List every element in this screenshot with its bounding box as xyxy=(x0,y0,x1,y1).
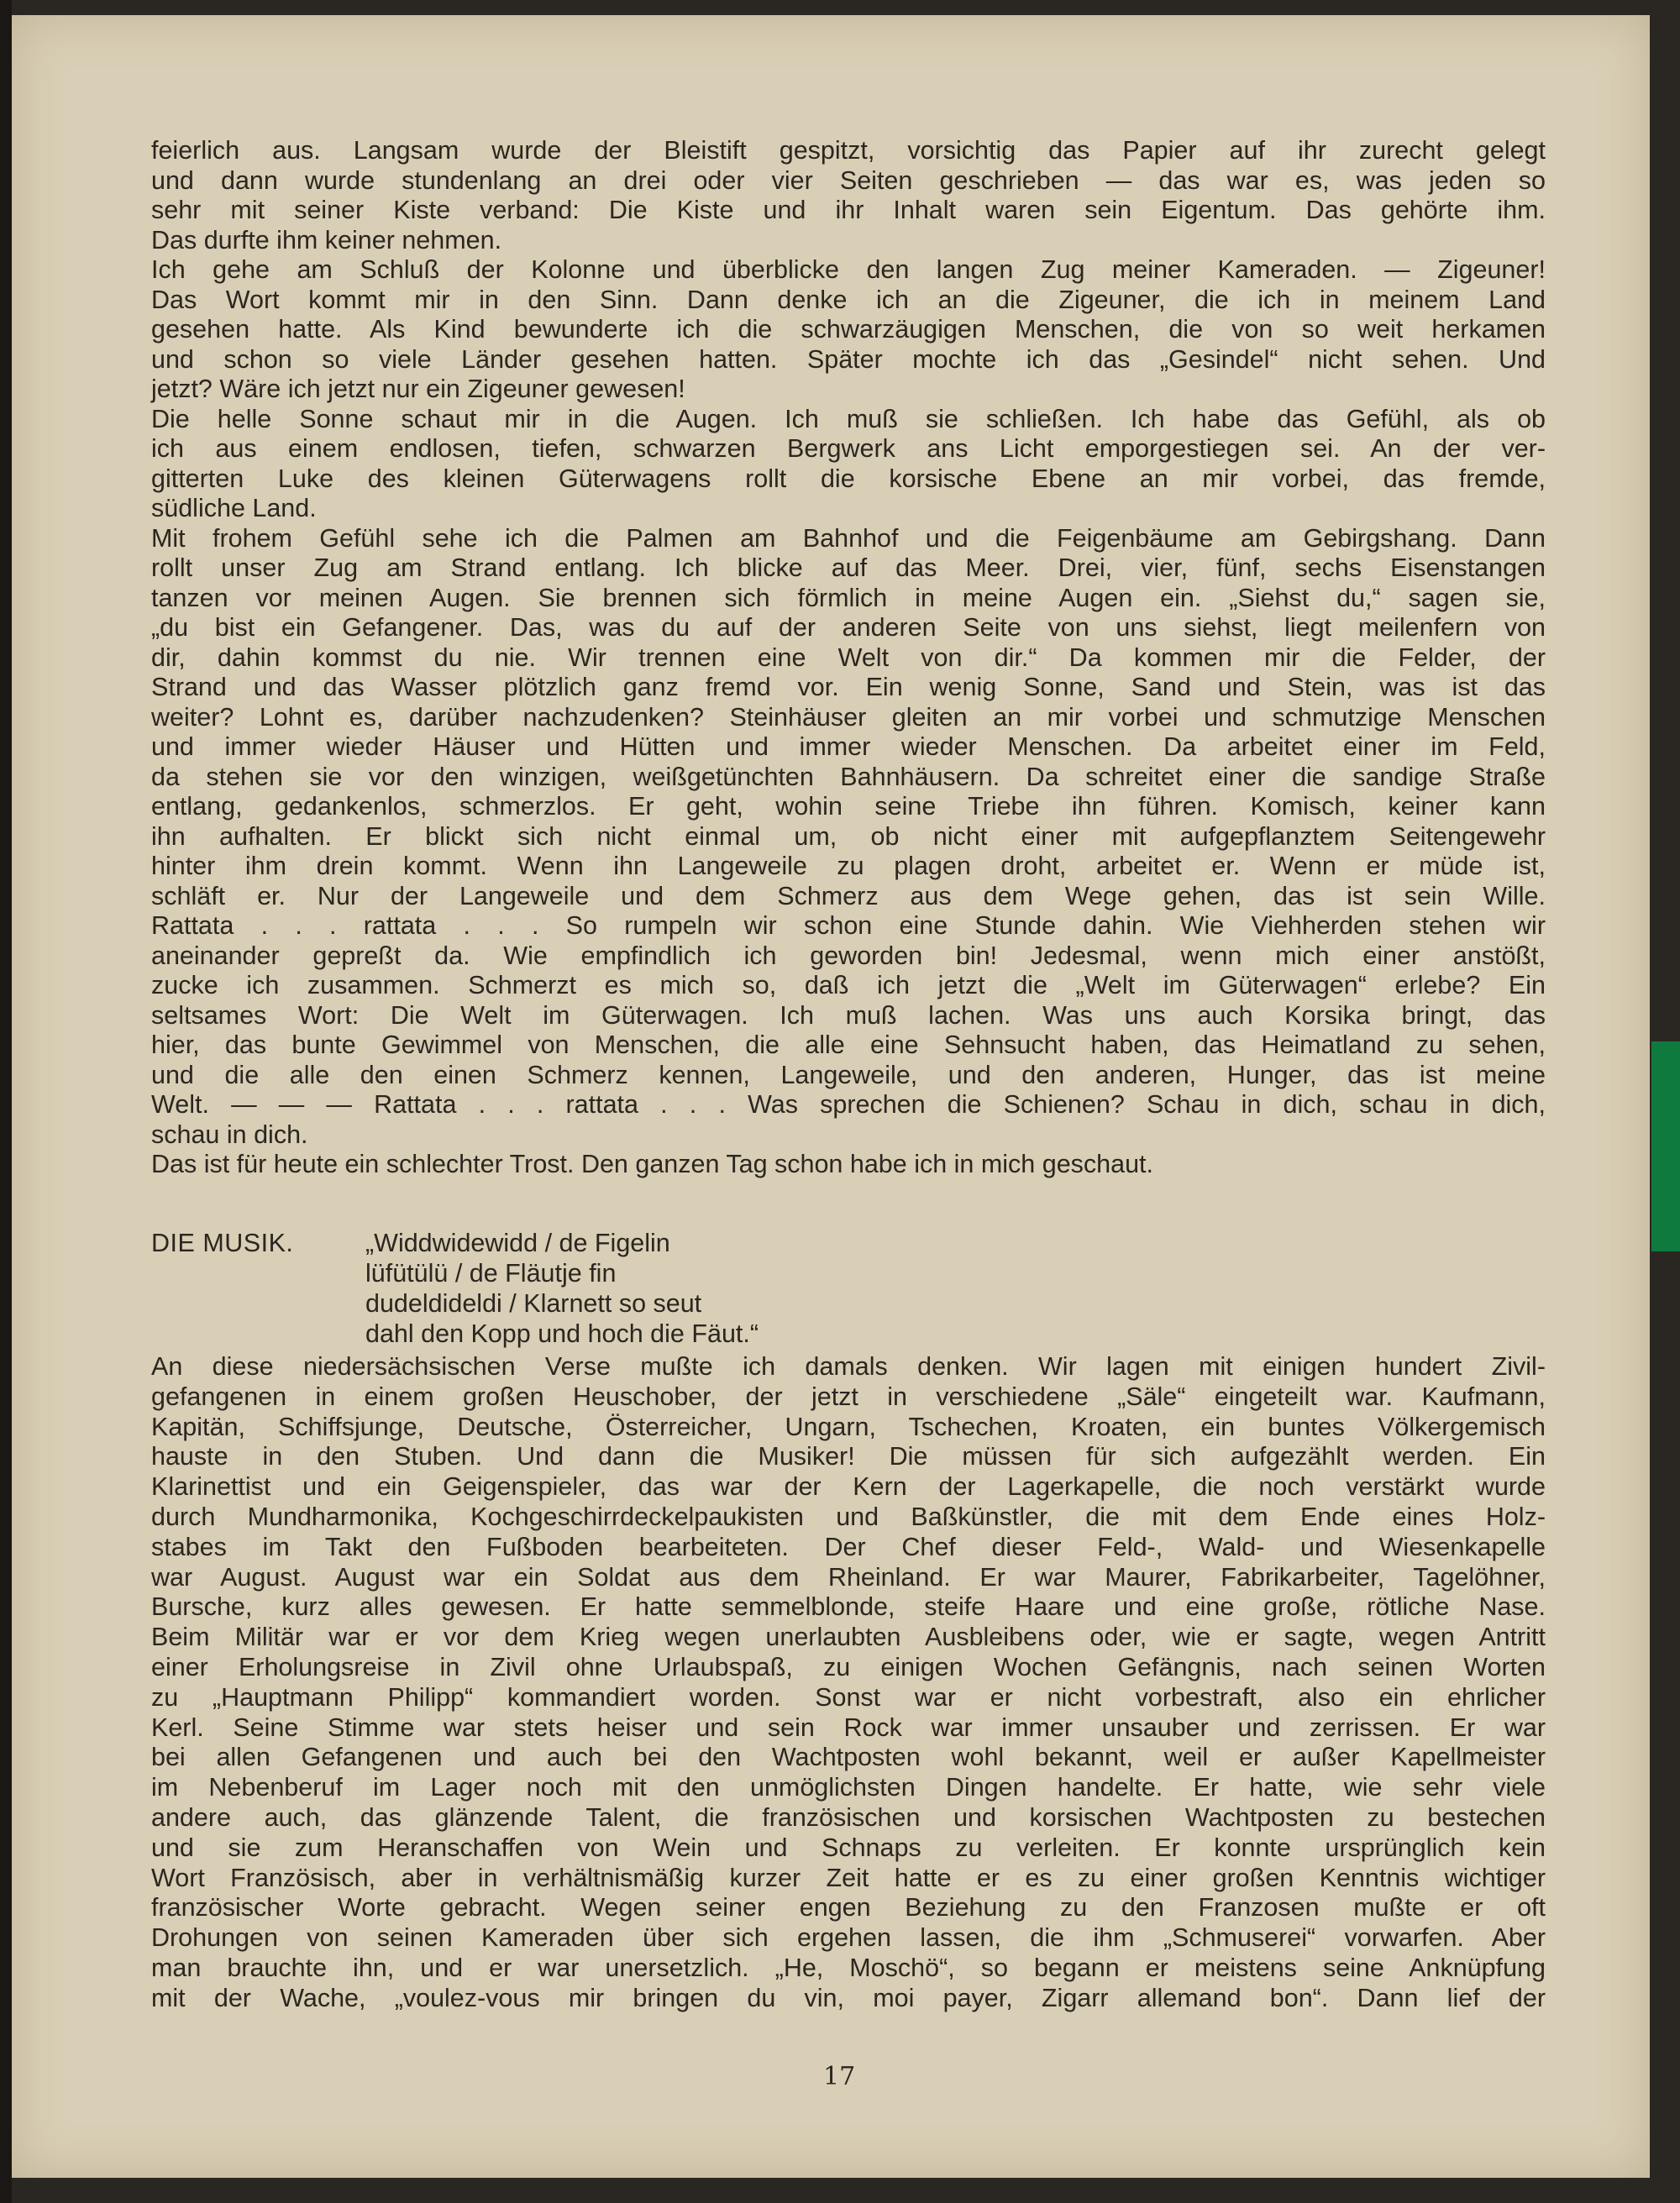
text-line: südliche Land. xyxy=(151,494,317,522)
text-line: zu „Hauptmann Philipp“ kommandiert worden. Sonst war er nicht vorbestraft, also ein ehrlicher xyxy=(151,1682,1546,1712)
poem-line: dahl den Kopp und hoch die Fäut.“ xyxy=(365,1319,759,1348)
text-line: zucke ich zusammen. Schmerzt es mich so, daß ich jetzt die „Welt im Güterwagen“ erlebe? Ein xyxy=(151,971,1546,999)
text-line: seltsames Wort: Die Welt im Güterwagen. Ich muß lachen. Was uns auch Korsika bringt, das xyxy=(151,1000,1546,1030)
text-line: stabes im Takt den Fußboden bearbeiteten. Der Chef dieser Feld-, Wald- und Wiesenkapelle xyxy=(151,1532,1546,1561)
section-heading: DIE MUSIK. xyxy=(151,1229,294,1257)
text-line: mit der Wache, „voulez-vous mir bringen du vin, moi payer, Zigarr allemand bon“. Dann lief der xyxy=(151,1983,1546,2012)
text-line: Das durfte ihm keiner nehmen. xyxy=(151,225,502,254)
text-line: im Nebenberuf im Lager noch mit den unmöglichsten Dingen handelte. Er hatte, wie sehr viele xyxy=(151,1773,1546,1802)
text-line: Strand und das Wasser plötzlich ganz fremd vor. Ein wenig Sonne, Sand und Stein, was ist das xyxy=(151,673,1546,701)
text-line: gitterten Luke des kleinen Güterwagens rollt die korsische Ebene an mir vorbei, das fremde, xyxy=(151,464,1546,493)
text-line: Das ist für heute ein schlechter Trost. Den ganzen Tag schon habe ich in mich geschaut. xyxy=(151,1150,1153,1178)
text-line: Die helle Sonne schaut mir in die Augen. Ich muß sie schließen. Ich habe das Gefühl, als ob xyxy=(151,404,1546,433)
text-line: französischer Worte gebracht. Wegen seiner engen Beziehung zu den Franzosen mußte er oft xyxy=(151,1893,1546,1922)
text-line: und dann wurde stundenlang an drei oder vier Seiten geschrieben — das war es, was jeden so xyxy=(151,165,1546,195)
text-line: schläft er. Nur der Langeweile und dem Schmerz aus dem Wege gehen, das ist sein Wille. xyxy=(151,881,1546,910)
text-line: und schon so viele Länder gesehen hatten. Später mochte ich das „Gesindel“ nicht sehen. Und xyxy=(151,344,1546,374)
text-line: da stehen sie vor den winzigen, weißgetünchten Bahnhäusern. Da schreitet einer die sandige Straße xyxy=(151,762,1546,791)
green-bookmark-tab xyxy=(1651,1041,1680,1251)
text-line: Kapitän, Schiffsjunge, Deutsche, Österreicher, Ungarn, Tschechen, Kroaten, ein buntes Völkergemisch xyxy=(151,1412,1546,1441)
text-line: weiter? Lohnt es, darüber nachzudenken? Steinhäuser gleiten an mir vorbei und schmutzige Menschen xyxy=(151,702,1546,732)
text-line: andere auch, das glänzende Talent, die französischen und korsischen Wachtposten zu bestechen xyxy=(151,1802,1546,1832)
text-line: tanzen vor meinen Augen. Sie brennen sich förmlich in meine Augen ein. „Siehst du,“ sagen sie, xyxy=(151,583,1546,612)
poem-line: „Widdwidewidd / de Figelin xyxy=(365,1229,670,1257)
text-line: gefangenen in einem großen Heuschober, der jetzt in verschiedene „Säle“ eingeteilt war. Kaufmann, xyxy=(151,1382,1546,1411)
text-line: hauste in den Stuben. Und dann die Musiker! Die müssen für sich aufgezählt werden. Ein xyxy=(151,1442,1546,1471)
text-line: Wort Französisch, aber in verhältnismäßig kurzer Zeit hatte er es zu einer großen Kenntnis wichtiger xyxy=(151,1863,1546,1892)
text-line: An diese niedersächsischen Verse mußte ich damals denken. Wir lagen mit einigen hundert Zivil- xyxy=(151,1352,1546,1381)
text-line: entlang, gedankenlos, schmerzlos. Er geht, wohin seine Triebe ihn führen. Komisch, keiner kann xyxy=(151,792,1546,821)
text-line: Klarinettist und ein Geigenspieler, das war der Kern der Lagerkapelle, die noch verstärkt wurde xyxy=(151,1472,1546,1502)
text-line: Welt. — — — Rattata . . . rattata . . . Was sprechen die Schienen? Schau in dich, schau in dich, xyxy=(151,1090,1546,1119)
text-line: Drohungen von seinen Kameraden über sich ergehen lassen, die ihm „Schmuserei“ vorwarfen. Aber xyxy=(151,1923,1546,1953)
text-line: schau in dich. xyxy=(151,1120,308,1149)
text-line: man brauchte ihn, und er war unersetzlich. „He, Moschö“, so begann er meistens seine Anknüpfung xyxy=(151,1953,1546,1982)
text-line: „du bist ein Gefangener. Das, was du auf der anderen Seite von uns siehst, liegt meilenfern von xyxy=(151,613,1546,642)
body-text-part-1 xyxy=(151,136,1546,1180)
poem-verses xyxy=(365,1228,759,1349)
text-line: Kerl. Seine Stimme war stets heiser und sein Rock war immer unsauber und zerrissen. Er war xyxy=(151,1713,1546,1742)
text-line: sehr mit seiner Kiste verband: Die Kiste und ihr Inhalt waren sein Eigentum. Das gehörte ihm. xyxy=(151,196,1546,224)
text-line: hier, das bunte Gewimmel von Menschen, die alle eine Sehnsucht haben, das Heimatland zu sehen, xyxy=(151,1031,1546,1059)
text-line: Ich gehe am Schluß der Kolonne und überblicke den langen Zug meiner Kameraden. — Zigeuner! xyxy=(151,255,1546,284)
text-line: und die alle den einen Schmerz kennen, Langeweile, und den anderen, Hunger, das ist meine xyxy=(151,1060,1546,1089)
text-line: ich aus einem endlosen, tiefen, schwarzen Bergwerk ans Licht emporgestiegen sei. An der ver- xyxy=(151,434,1546,463)
text-line: war August. August war ein Soldat aus dem Rheinland. Er war Maurer, Fabrikarbeiter, Tagelöhner, xyxy=(151,1562,1546,1592)
text-line: rollt unser Zug am Strand entlang. Ich blicke auf das Meer. Drei, vier, fünf, sechs Eisenstangen xyxy=(151,553,1546,582)
text-line: hinter ihm drein kommt. Wenn ihn Langeweile zu plagen droht, arbeitet er. Wenn er müde ist, xyxy=(151,852,1546,880)
text-line: feierlich aus. Langsam wurde der Bleistift gespitzt, vorsichtig das Papier auf ihr zurecht gelegt xyxy=(151,136,1546,165)
text-line: Mit frohem Gefühl sehe ich die Palmen am Bahnhof und die Feigenbäume am Gebirgshang. Dann xyxy=(151,523,1546,553)
text-line: Beim Militär war er vor dem Krieg wegen unerlaubten Ausbleibens oder, wie er sagte, wegen Antritt xyxy=(151,1623,1546,1652)
text-line: gesehen hatte. Als Kind bewunderte ich die schwarzäugigen Menschen, die von so weit herkamen xyxy=(151,315,1546,344)
body-text-part-2 xyxy=(151,1352,1546,2014)
text-line: Rattata . . . rattata . . . So rumpeln wir schon eine Stunde dahin. Wie Viehherden stehen wir xyxy=(151,911,1546,940)
text-line: einer Erholungsreise in Zivil ohne Urlaubspaß, zu einigen Wochen Gefängnis, nach seinen Worten xyxy=(151,1652,1546,1681)
text-line: jetzt? Wäre ich jetzt nur ein Zigeuner gewesen! xyxy=(151,375,685,403)
poem-line: dudeldideldi / Klarnett so seut xyxy=(365,1289,702,1318)
text-line: aneinander gepreßt da. Wie empfindlich ich geworden bin! Jedesmal, wenn mich einer anstößt, xyxy=(151,941,1546,970)
poem-line: lüfütülü / de Fläutje fin xyxy=(365,1259,617,1288)
page-number: 17 xyxy=(823,2062,856,2091)
book-spine xyxy=(0,0,12,2203)
text-line: Bursche, kurz alles gewesen. Er hatte semmelblonde, steife Haare und eine große, rötliche Nase. xyxy=(151,1592,1546,1622)
text-line: und immer wieder Häuser und Hütten und immer wieder Menschen. Da arbeitet einer im Feld, xyxy=(151,732,1546,761)
text-line: dir, dahin kommst du nie. Wir trennen eine Welt von dir.“ Da kommen mir die Felder, der xyxy=(151,643,1546,672)
text-line: bei allen Gefangenen und auch bei den Wachtposten wohl bekannt, weil er außer Kapellmeister xyxy=(151,1743,1546,1772)
text-line: ihn aufhalten. Er blickt sich nicht einmal um, ob nicht einer mit aufgepflanztem Seitengewehr xyxy=(151,821,1546,851)
text-line: und sie zum Heranschaffen von Wein und Schnaps zu verleiten. Er konnte ursprünglich kein xyxy=(151,1833,1546,1862)
text-line: durch Mundharmonika, Kochgeschirrdeckelpaukisten und Baßkünstler, die mit dem Ende eines Holz- xyxy=(151,1502,1546,1531)
text-line: Das Wort kommt mir in den Sinn. Dann denke ich an die Zigeuner, die ich in meinem Land xyxy=(151,285,1546,314)
